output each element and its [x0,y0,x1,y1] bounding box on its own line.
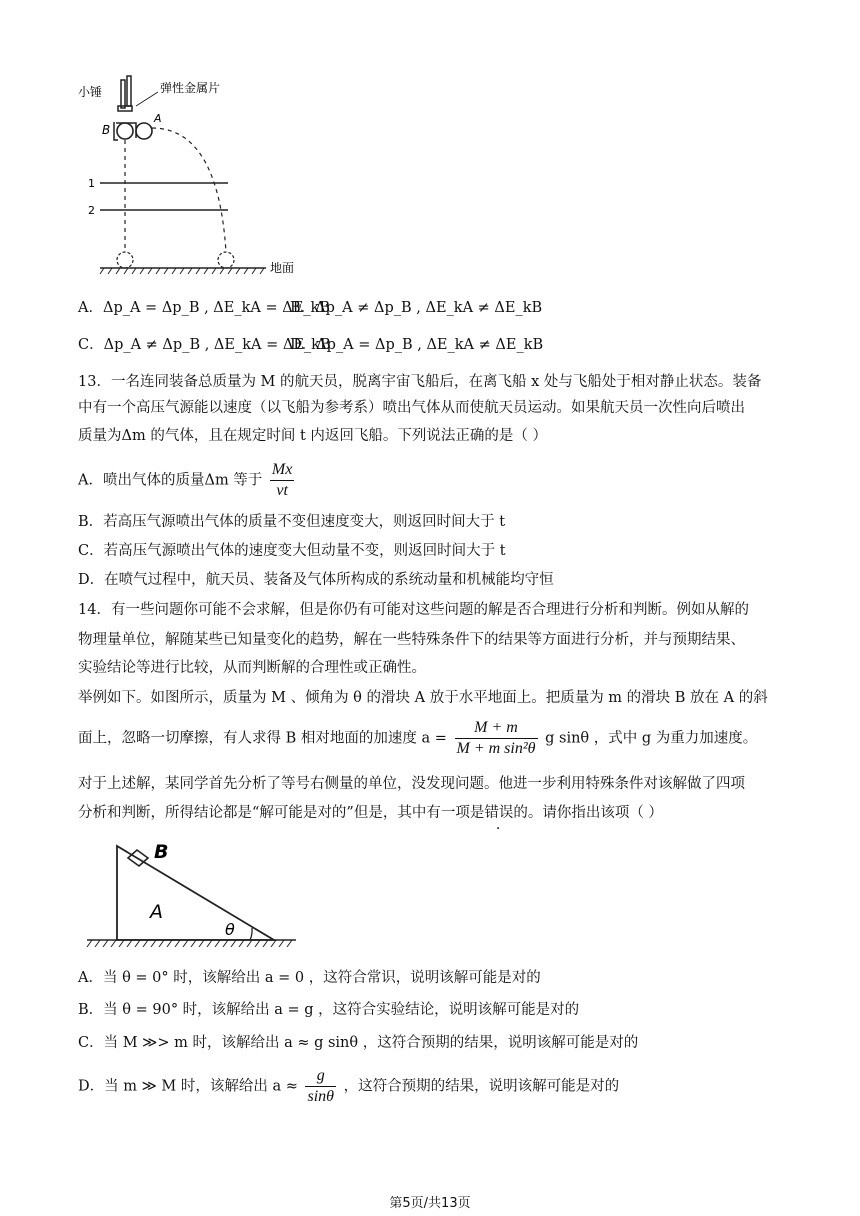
label-line-1: 1 [88,177,95,190]
q14-option-d [78,1066,619,1107]
fraction-numerator: g [305,1066,336,1087]
q13-option-a-text: A．喷出气体的质量Δm 等于 [78,472,263,489]
q14-stem-7-text: 分析和判断，所得结论都是“解可能是对的”但是，其中有一项是 [78,805,485,821]
q13-stem-2: 中有一个高压气源能以速度（以飞船为参考系）喷出气体从而使航天员运动。如果航天员一次性向后喷出 [78,400,745,416]
q14-emphasis-wrong: 错误 [484,805,514,821]
q13-option-b: B．若高压气源喷出气体的质量不变但速度变大，则返回时间大于 t [78,514,506,530]
q14-stem-7 [78,803,663,823]
q13-stem-1: 13．一名连同装备总质量为 M 的航天员，脱离宇宙飞船后，在离飞船 x 处与飞船处于相对静止状态。装备 [78,374,762,390]
q14-acceleration-fraction [455,718,538,759]
q14-stem-7-tail: 的。请你指出该项（ ） [513,805,663,821]
label-ground: 地面 [270,261,295,275]
q14-stem-1: 14．有一些问题你可能不会求解，但是你仍有可能对这些问题的解是否合理进行分析和判断。例如从解的 [78,602,749,618]
figure-incline-blocks [82,838,302,954]
q14-option-a: A．当 θ = 0° 时，该解给出 a = 0 ，这符合常识，说明该解可能是对的 [78,970,541,986]
q14-option-b: B．当 θ = 90° 时，该解给出 a = g ，这符合实验结论，说明该解可能是对的 [78,1002,580,1018]
fraction-denominator: M + m sin²θ [456,740,536,757]
q12-option-a-text: A．Δp_A = Δp_B , ΔE_kA = ΔE_kB [78,300,330,316]
q14-option-c: C．当 M ≫> m 时，该解给出 a ≈ g sinθ ，这符合预期的结果，说明该解可能是对的 [78,1035,639,1051]
figure-free-fall-apparatus [78,68,308,280]
label-line-2: 2 [88,204,95,217]
label-metal-sheet: 弹性金属片 [160,81,221,95]
q12-option-b-text: B．Δp_A ≠ Δp_B , ΔE_kA ≠ ΔE_kB [290,300,543,316]
q13-option-c: C．若高压气源喷出气体的速度变大但动量不变，则返回时间大于 t [78,543,506,559]
q14-option-d-fraction [305,1066,336,1107]
fraction-denominator: vt [276,482,288,499]
label-ball-a: A [154,112,162,125]
q12-option-c-text: C．Δp_A ≠ Δp_B , ΔE_kA = ΔE_kB [78,337,331,353]
q12-option-d-text: D．Δp_A = Δp_B , ΔE_kA ≠ ΔE_kB [290,337,544,353]
q14-stem-3: 实验结论等进行比较，从而判断解的合理性或正确性。 [78,660,426,676]
q12-option-d [290,335,543,355]
label-hammer: 小锤 [78,85,103,99]
q14-option-d-tail: ，这符合预期的结果，说明该解可能是对的 [343,1078,620,1095]
q14-stem-4: 举例如下。如图所示，质量为 M 、倾角为 θ 的滑块 A 放于水平地面上。把质量为 m 的滑块 B 放在 A 的斜 [78,690,768,706]
q14-option-d-text: D．当 m ≫ M 时，该解给出 a ≈ [78,1078,298,1095]
q12-option-b [290,298,542,318]
fraction-numerator: M + m [455,718,538,739]
q13-option-a-fraction [270,460,294,501]
q14-stem-5 [78,718,757,759]
page-footer: 第5页/共13页 [389,1196,471,1211]
q13-stem-3: 质量为Δm 的气体，且在规定时间 t 内返回飞船。下列说法正确的是（ ） [78,428,547,444]
fraction-numerator: Mx [270,460,294,481]
label-ball-b: B [102,123,111,137]
q14-stem-5-text: 面上，忽略一切摩擦，有人求得 B 相对地面的加速度 a = [78,730,447,747]
q13-option-d: D．在喷气过程中，航天员、装备及气体所构成的系统动量和机械能均守恒 [78,572,554,588]
q13-option-a [78,460,297,501]
q14-stem-2: 物理量单位，解随某些已知量变化的趋势，解在一些特殊条件下的结果等方面进行分析，并与预期结果、 [78,632,745,648]
q14-stem-5-tail: g sinθ ，式中 g 为重力加速度。 [545,730,758,747]
label-block-b: B [154,841,169,863]
fraction-denominator: sinθ [307,1088,334,1105]
label-block-a: A [150,901,163,923]
q14-stem-6: 对于上述解，某同学首先分析了等号右侧量的单位，没发现问题。他进一步利用特殊条件对该解做了四项 [78,776,745,792]
label-theta: θ [225,920,235,939]
